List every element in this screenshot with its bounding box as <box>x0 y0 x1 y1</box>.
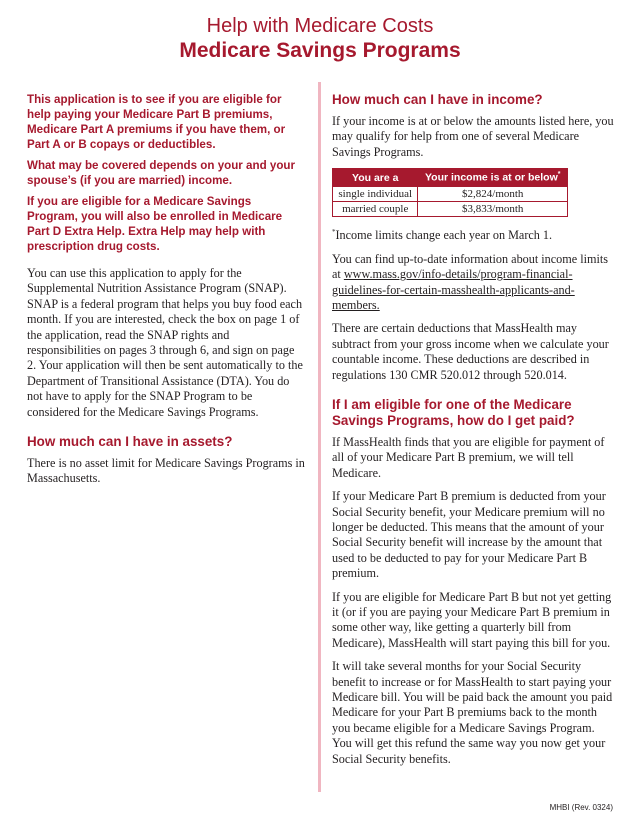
asterisk-mark: * <box>332 228 336 237</box>
lead-paragraph-1: This application is to see if you are eligible for help paying your Medicare Part B premiums, Medicare Part A premiums if you have them, or Part A or B copays or deductibles. <box>27 93 286 151</box>
payment-paragraph-3: If you are eligible for Medicare Part B but not yet getting it (or if you are paying your Medicare Part B premium in some other way, like getting a quarterly bill from Medicare), MassHealth will start paying this bill for you. <box>332 589 612 650</box>
page-title: Help with Medicare Costs <box>206 15 434 37</box>
table-row <box>333 202 568 217</box>
assets-heading: How much can I have in assets? <box>27 434 233 450</box>
income-table <box>332 168 568 217</box>
table-cell-type: single individual <box>333 187 418 202</box>
income-table-header <box>333 169 568 187</box>
income-limits-link[interactable]: www.mass.gov/info-details/program-financial-guidelines-for-certain-masshealth-applicants-and-members. <box>332 267 575 312</box>
lead-paragraph-3: If you are eligible for a Medicare Savings Program, you will also be enrolled in Medicare Part D Extra Help. Extra Help may help with prescription drug costs. <box>27 195 283 253</box>
snap-paragraph: You can use this application to apply for the Supplemental Nutrition Assistance Program (SNAP). SNAP is a federal program that helps you buy food each month. If you are interested, check the box on page 1 of the application, read the SNAP rights and responsibilities on pages 3 through 6, and sign on page 2. Your application will then be sent automatically to the Department of Transitional Assistance (DTA). You do not have to apply for the SNAP Program to be considered for the Medicare Savings Programs. <box>27 266 303 419</box>
form-code: MHBI (Rev. 0324) <box>549 803 613 812</box>
asterisk-mark: * <box>557 171 561 179</box>
income-table-col-income: Your income is at or below* <box>418 169 568 187</box>
table-row <box>333 187 568 202</box>
deductions-paragraph: There are certain deductions that MassHealth may subtract from your gross income when we calculate your countable income. These deductions are described in regulations 130 CMR 520.012 through 520.014. <box>332 321 609 382</box>
assets-paragraph: There is no asset limit for Medicare Savings Programs in Massachusetts. <box>27 456 305 486</box>
page-header <box>0 14 640 63</box>
income-heading: How much can I have in income? <box>332 92 543 107</box>
page-subtitle: Medicare Savings Programs <box>179 39 461 62</box>
table-cell-amount: $3,833/month <box>418 202 568 217</box>
table-cell-amount: $2,824/month <box>418 187 568 202</box>
payment-paragraph-2: If your Medicare Part B premium is deducted from your Social Security benefit, your Medicare premium will no longer be deducted. This means that the amount of your Social Security benefit will increase by the amount that used to be deducted to pay for your Medicare Part B premium. <box>332 489 606 581</box>
income-footnote: *Income limits change each year on March 1. <box>332 228 553 243</box>
left-column <box>27 92 305 495</box>
income-table-col-you-are: You are a <box>333 169 418 187</box>
income-intro: If your income is at or below the amounts listed here, you may qualify for help from one of several Medicare Savings Programs. <box>332 114 614 159</box>
lead-paragraph-2: What may be covered depends on your and your spouse’s (if you are married) income. <box>27 159 295 187</box>
table-cell-type: married couple <box>333 202 418 217</box>
column-divider <box>318 82 321 792</box>
payment-heading: If I am eligible for one of the Medicare Savings Programs, how do I get paid? <box>332 396 575 428</box>
income-limits-paragraph: You can find up-to-date information about income limits at www.mass.gov/info-details/program-financial-guidelines-for-certain-masshealth-applicants-and-members. <box>332 251 608 312</box>
payment-paragraph-4: It will take several months for your Social Security benefit to increase or for MassHealth to start paying your Medicare bill. You will be paid back the amount you paid Medicare for your Part B premiums back to the month you became eligible for a Medicare Savings Program. You will get this refund the same way you now get your Social Security benefits. <box>332 659 613 766</box>
payment-paragraph-1: If MassHealth finds that you are eligible for payment of all of your Medicare Part B premium, we will tell Medicare. <box>332 434 605 480</box>
right-column <box>332 92 614 775</box>
